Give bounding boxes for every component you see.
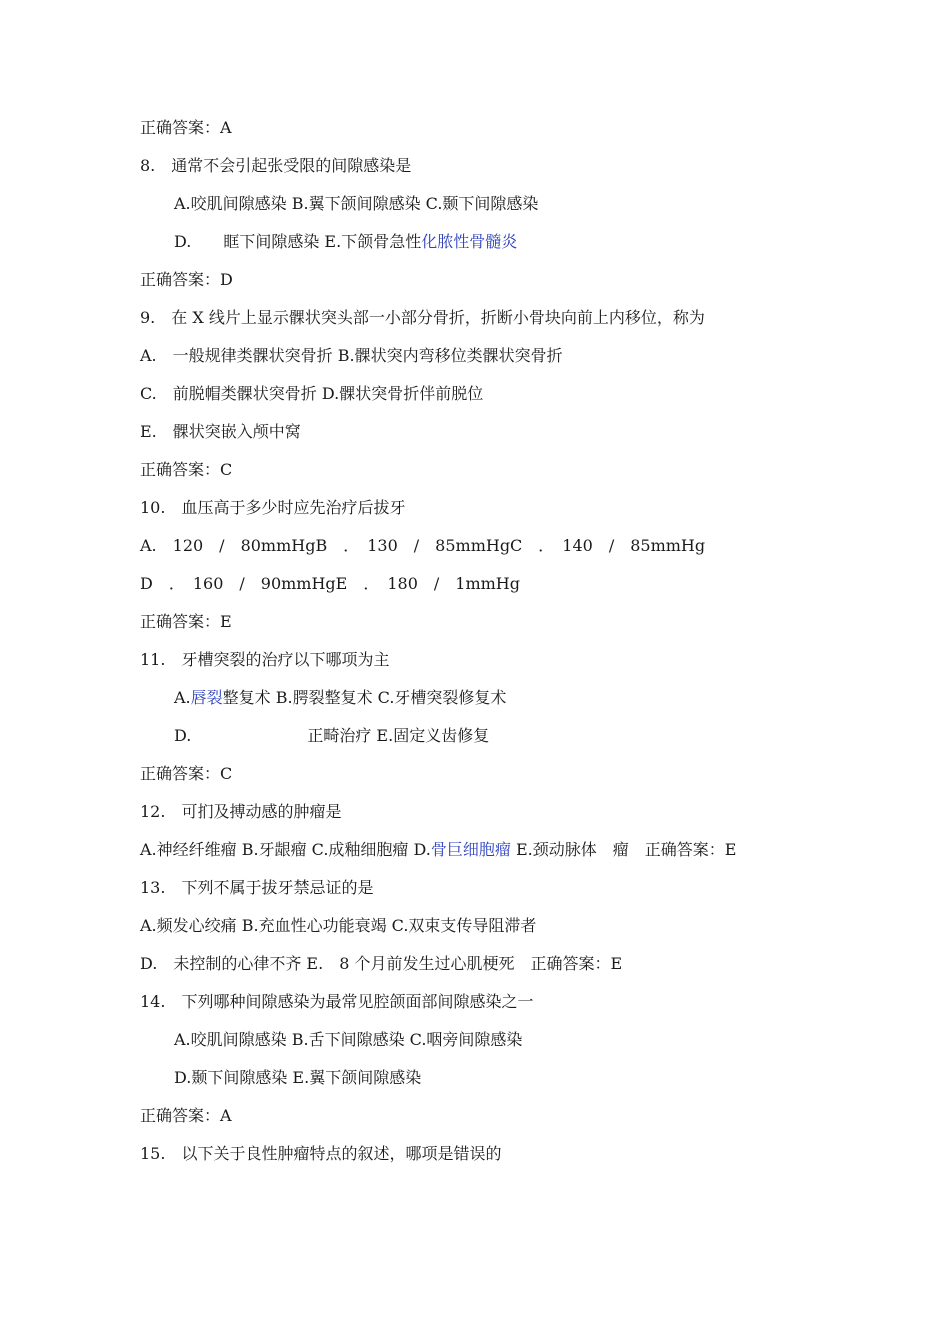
hyperlink-text[interactable]: 化脓性骨髓炎 — [421, 232, 518, 251]
answer-q7: 正确答案：A — [140, 118, 232, 137]
question-10: 10. 血压高于多少时应先治疗后拔牙 — [140, 498, 406, 517]
answer-q8: 正确答案：D — [140, 270, 233, 289]
options-q8-abc: A.咬肌间隙感染 B.翼下颌间隙感染 C.颞下间隙感染 — [174, 194, 539, 213]
question-11: 11. 牙槽突裂的治疗以下哪项为主 — [140, 650, 390, 669]
question-15: 15. 以下关于良性肿瘤特点的叙述，哪项是错误的 — [140, 1144, 502, 1163]
options-q12 — [140, 840, 736, 860]
option-text: 整复术 B.腭裂整复术 C.牙槽突裂修复术 — [222, 688, 507, 707]
answer-q14: 正确答案：A — [140, 1106, 232, 1125]
question-12: 12. 可扪及搏动感的肿瘤是 — [140, 802, 342, 821]
options-q11-abc — [174, 688, 506, 708]
options-q9-cd: C. 前脱帽类髁状突骨折 D.髁状突骨折伴前脱位 — [140, 384, 484, 403]
options-q9-ab: A. 一般规律类髁状突骨折 B.髁状突内弯移位类髁状突骨折 — [140, 346, 563, 365]
options-q9-e: E. 髁状突嵌入颅中窝 — [140, 422, 301, 441]
options-q11-de — [174, 726, 489, 746]
options-q14-abc: A.咬肌间隙感染 B.舌下间隙感染 C.咽旁间隙感染 — [174, 1030, 523, 1049]
question-8: 8. 通常不会引起张受限的间隙感染是 — [140, 156, 412, 175]
answer-q11: 正确答案：C — [140, 764, 233, 783]
options-q13-de: D. 未控制的心律不齐 E. 8 个月前发生过心肌梗死 正确答案：E — [140, 954, 623, 973]
hyperlink-text[interactable]: 骨巨细胞瘤 — [430, 840, 511, 859]
option-text: D. 眶下间隙感染 E.下颌骨急性 — [174, 232, 422, 251]
options-q10-de: D ． 160 / 90mmHgE ． 180 / 1mmHg — [140, 574, 520, 593]
options-q10-abc: A. 120 / 80mmHgB ． 130 / 85mmHgC ． 140 / 85mmHg — [140, 536, 706, 555]
option-text: E.颈动脉体 瘤 正确答案：E — [510, 840, 737, 859]
answer-q9: 正确答案：C — [140, 460, 233, 479]
option-label: D. — [174, 726, 192, 745]
option-text: A.神经纤维瘤 B.牙龈瘤 C.成釉细胞瘤 D. — [140, 840, 431, 859]
hyperlink-text[interactable]: 唇裂 — [190, 688, 223, 707]
question-9: 9. 在 X 线片上显示髁状突头部一小部分骨折，折断小骨块向前上内移位，称为 — [140, 308, 705, 327]
options-q13-abc: A.频发心绞痛 B.充血性心功能衰竭 C.双束支传导阻滞者 — [140, 916, 537, 935]
options-q8-de — [174, 232, 517, 252]
question-14: 14. 下列哪种间隙感染为最常见腔颌面部间隙感染之一 — [140, 992, 534, 1011]
option-text: 正畸治疗 E.固定义齿修复 — [307, 726, 490, 745]
question-13: 13. 下列不属于拔牙禁忌证的是 — [140, 878, 374, 897]
option-label: A. — [174, 688, 191, 707]
answer-q10: 正确答案：E — [140, 612, 232, 631]
options-q14-de: D.颞下间隙感染 E.翼下颌间隙感染 — [174, 1068, 422, 1087]
